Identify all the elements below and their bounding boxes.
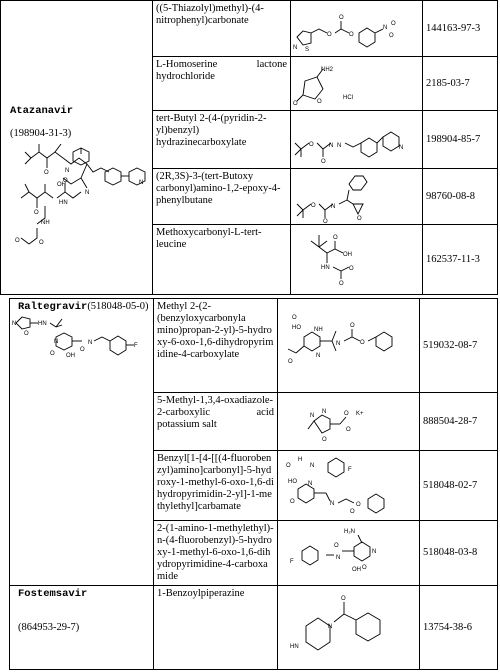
raltegravir-table xyxy=(9,298,498,670)
reagent-name xyxy=(153,1,291,57)
reagent-structure xyxy=(291,169,423,225)
reagent-name: Methyl 2-(2-(benzyloxycarbonyla mino)propan-2-yl)-5-hydro xy-6-oxo-1,6-dihydropyrim idine-4-carboxylate xyxy=(154,299,278,393)
svg-text:N: N xyxy=(322,408,327,415)
svg-text:O: O xyxy=(327,31,332,38)
reagent-name-part: 2-carboxylic xyxy=(157,407,211,418)
svg-text:O: O xyxy=(341,595,346,602)
svg-text:N: N xyxy=(293,44,298,51)
svg-text:HN: HN xyxy=(321,264,330,271)
pyrimidine-carboxylate-structure xyxy=(278,301,418,391)
reagent-structure xyxy=(278,521,420,586)
svg-text:O: O xyxy=(317,98,322,105)
benzoylpiperazine-structure xyxy=(278,588,418,668)
svg-text:N: N xyxy=(54,339,59,345)
svg-text:N: N xyxy=(336,340,341,347)
svg-text:N: N xyxy=(88,340,93,346)
svg-text:N: N xyxy=(12,321,17,327)
reagent-cas: 2185-03-7 xyxy=(423,57,498,111)
reagent-cas: 198904-85-7 xyxy=(423,111,498,169)
atazanavir-table xyxy=(0,0,498,295)
svg-text:S: S xyxy=(305,46,310,53)
svg-text:N: N xyxy=(139,180,144,186)
svg-text:N: N xyxy=(310,462,315,469)
svg-text:N: N xyxy=(328,623,333,630)
svg-text:O: O xyxy=(356,501,361,508)
oxadiazole-salt-structure xyxy=(278,395,418,449)
svg-text:O: O xyxy=(24,331,29,337)
svg-text:NH: NH xyxy=(41,220,50,226)
svg-text:O: O xyxy=(309,141,314,148)
drug-name: Fostemsavir xyxy=(18,588,88,600)
reagent-cas: 519032-08-7 xyxy=(420,299,498,393)
drug-name: Raltegravir xyxy=(18,301,88,313)
atazanavir-structure xyxy=(1,144,151,254)
reagent-cas: 518048-03-8 xyxy=(420,521,498,586)
drug-cell-atazanavir xyxy=(1,1,153,295)
svg-text:O: O xyxy=(349,31,354,38)
drug-cas: (864953-29-7) xyxy=(18,622,80,633)
svg-text:O: O xyxy=(344,410,349,417)
svg-text:O: O xyxy=(346,426,351,433)
svg-text:N: N xyxy=(383,24,388,31)
reagent-name xyxy=(153,57,291,111)
svg-text:O: O xyxy=(286,462,291,469)
reagent-structure xyxy=(278,299,420,393)
svg-text:HN: HN xyxy=(59,200,68,206)
svg-text:HO: HO xyxy=(288,478,297,485)
reagent-name: tert-Butyl 2-(4-(pyridin-2-yl)benzyl) hydrazinecarboxylate xyxy=(153,111,291,169)
reagent-cas: 144163-97-3 xyxy=(423,1,498,57)
svg-text:N: N xyxy=(331,203,336,210)
svg-text:N: N xyxy=(336,555,341,561)
thiazolyl-carbonate-structure xyxy=(291,3,421,55)
svg-text:N: N xyxy=(399,144,404,151)
reagent-structure xyxy=(291,225,423,295)
drug-cas: (198904-31-3) xyxy=(10,128,72,139)
svg-text:N: N xyxy=(372,549,377,555)
svg-text:O: O xyxy=(44,170,49,176)
reagent-name: 1-Benzoylpiperazine xyxy=(154,586,278,670)
svg-text:F: F xyxy=(290,559,294,565)
svg-text:O: O xyxy=(50,351,55,357)
reagent-cas: 888504-28-7 xyxy=(420,393,498,451)
svg-text:O: O xyxy=(350,322,355,329)
reagent-name-part: potassium salt xyxy=(157,419,217,430)
reagent-name-part: 5-Methyl-1,3,4-oxadiazole- xyxy=(157,395,274,406)
svg-text:N: N xyxy=(310,412,315,419)
reagent-structure xyxy=(278,393,420,451)
svg-text:F: F xyxy=(134,343,138,349)
reagent-structure xyxy=(291,57,423,111)
homoserine-lactone-structure xyxy=(291,59,421,109)
reagent-name: Benzyl[1-[4-[[(4-fluoroben zyl)amino]carbonyl]-5-hyd roxy-1-methyl-6-oxo-1,6-di hydropyrimidin-2-yl]-1-me thylethyl]carbamate xyxy=(154,451,278,521)
svg-text:O: O xyxy=(63,178,68,184)
svg-text:HO: HO xyxy=(292,324,301,331)
svg-text:O: O xyxy=(391,20,396,27)
tert-leucine-structure xyxy=(291,227,421,293)
svg-text:N: N xyxy=(65,168,70,174)
reagent-structure xyxy=(291,1,423,57)
reagent-name-part: L-Homoserine xyxy=(156,59,218,70)
svg-text:O: O xyxy=(321,158,326,165)
reagent-structure xyxy=(278,451,420,521)
svg-text:OH: OH xyxy=(66,353,75,359)
svg-text:N: N xyxy=(316,352,321,359)
svg-text:O: O xyxy=(311,202,316,209)
struct-label: HCl xyxy=(343,94,353,101)
svg-text:O: O xyxy=(350,508,355,515)
svg-text:O: O xyxy=(290,498,295,505)
svg-text:N: N xyxy=(85,190,90,196)
svg-text:O: O xyxy=(357,215,362,222)
carboxamide-structure xyxy=(278,523,418,583)
svg-text:O: O xyxy=(333,234,338,241)
struct-label: K+ xyxy=(356,410,364,417)
struct-label: NH2 xyxy=(321,66,334,73)
svg-text:OH: OH xyxy=(57,182,66,188)
svg-text:O: O xyxy=(293,100,298,107)
struct-label: HN xyxy=(290,643,299,650)
reagent-name: 2-(1-amino-1-methylethyl)-n-(4-fluorobenzyl)-5-hydro xy-1-methyl-6-oxo-1,6-dih ydropyrimidine-4-carboxa mide xyxy=(154,521,278,586)
raltegravir-structure xyxy=(10,313,150,373)
svg-text:O: O xyxy=(349,265,354,272)
reagent-cas: 98760-08-8 xyxy=(423,169,498,225)
svg-text:O: O xyxy=(15,238,20,244)
reagent-structure xyxy=(291,111,423,169)
carbamate-structure xyxy=(278,453,418,519)
reagent-cas: 13754-38-6 xyxy=(420,586,498,670)
drug-cell-fostemsavir xyxy=(10,586,154,670)
svg-text:O: O xyxy=(288,358,293,365)
svg-text:O: O xyxy=(339,14,344,21)
reagent-structure xyxy=(278,586,420,670)
reagent-name-text: ((5-Thiazolyl)methyl)-(4-nitrophenyl)carbonate xyxy=(156,3,264,26)
svg-text:OH: OH xyxy=(343,251,352,258)
drug-cell-raltegravir xyxy=(10,299,154,586)
svg-text:O: O xyxy=(362,565,367,571)
drug-name: Atazanavir xyxy=(10,105,74,117)
svg-text:H: H xyxy=(298,456,303,463)
epoxide-structure xyxy=(291,170,421,224)
svg-text:NH: NH xyxy=(314,326,323,333)
reagent-name-part: lactone xyxy=(256,59,287,70)
svg-text:HN: HN xyxy=(38,321,47,327)
svg-text:O: O xyxy=(80,347,85,353)
svg-text:N: N xyxy=(329,142,334,149)
svg-text:O: O xyxy=(322,436,327,443)
reagent-name xyxy=(154,393,278,451)
svg-text:O: O xyxy=(360,339,365,346)
svg-text:O: O xyxy=(339,280,344,287)
svg-text:O: O xyxy=(39,240,44,246)
svg-text:H₂N: H₂N xyxy=(344,529,355,535)
svg-text:O: O xyxy=(323,218,328,224)
svg-text:O: O xyxy=(334,543,339,549)
reagent-name: (2R,3S)-3-(tert-Butoxy carbonyl)amino-1,2-epoxy-4-phenylbutane xyxy=(153,169,291,225)
drug-cas: (518048-05-0) xyxy=(87,301,149,312)
hydrazinecarboxylate-structure xyxy=(291,113,421,167)
svg-text:O: O xyxy=(389,32,394,39)
svg-text:N: N xyxy=(337,142,342,149)
svg-text:OH: OH xyxy=(352,567,361,573)
reagent-cas: 518048-02-7 xyxy=(420,451,498,521)
reagent-name: Methoxycarbonyl-L-tert-leucine xyxy=(153,225,291,295)
reagent-name-part: acid xyxy=(256,407,274,418)
svg-text:F: F xyxy=(348,466,352,473)
svg-text:N: N xyxy=(308,480,313,487)
svg-text:O: O xyxy=(34,210,39,216)
svg-text:N: N xyxy=(330,500,335,507)
svg-text:O: O xyxy=(292,314,297,321)
reagent-name-part: hydrochloride xyxy=(156,71,215,82)
reagent-cas: 162537-11-3 xyxy=(423,225,498,295)
